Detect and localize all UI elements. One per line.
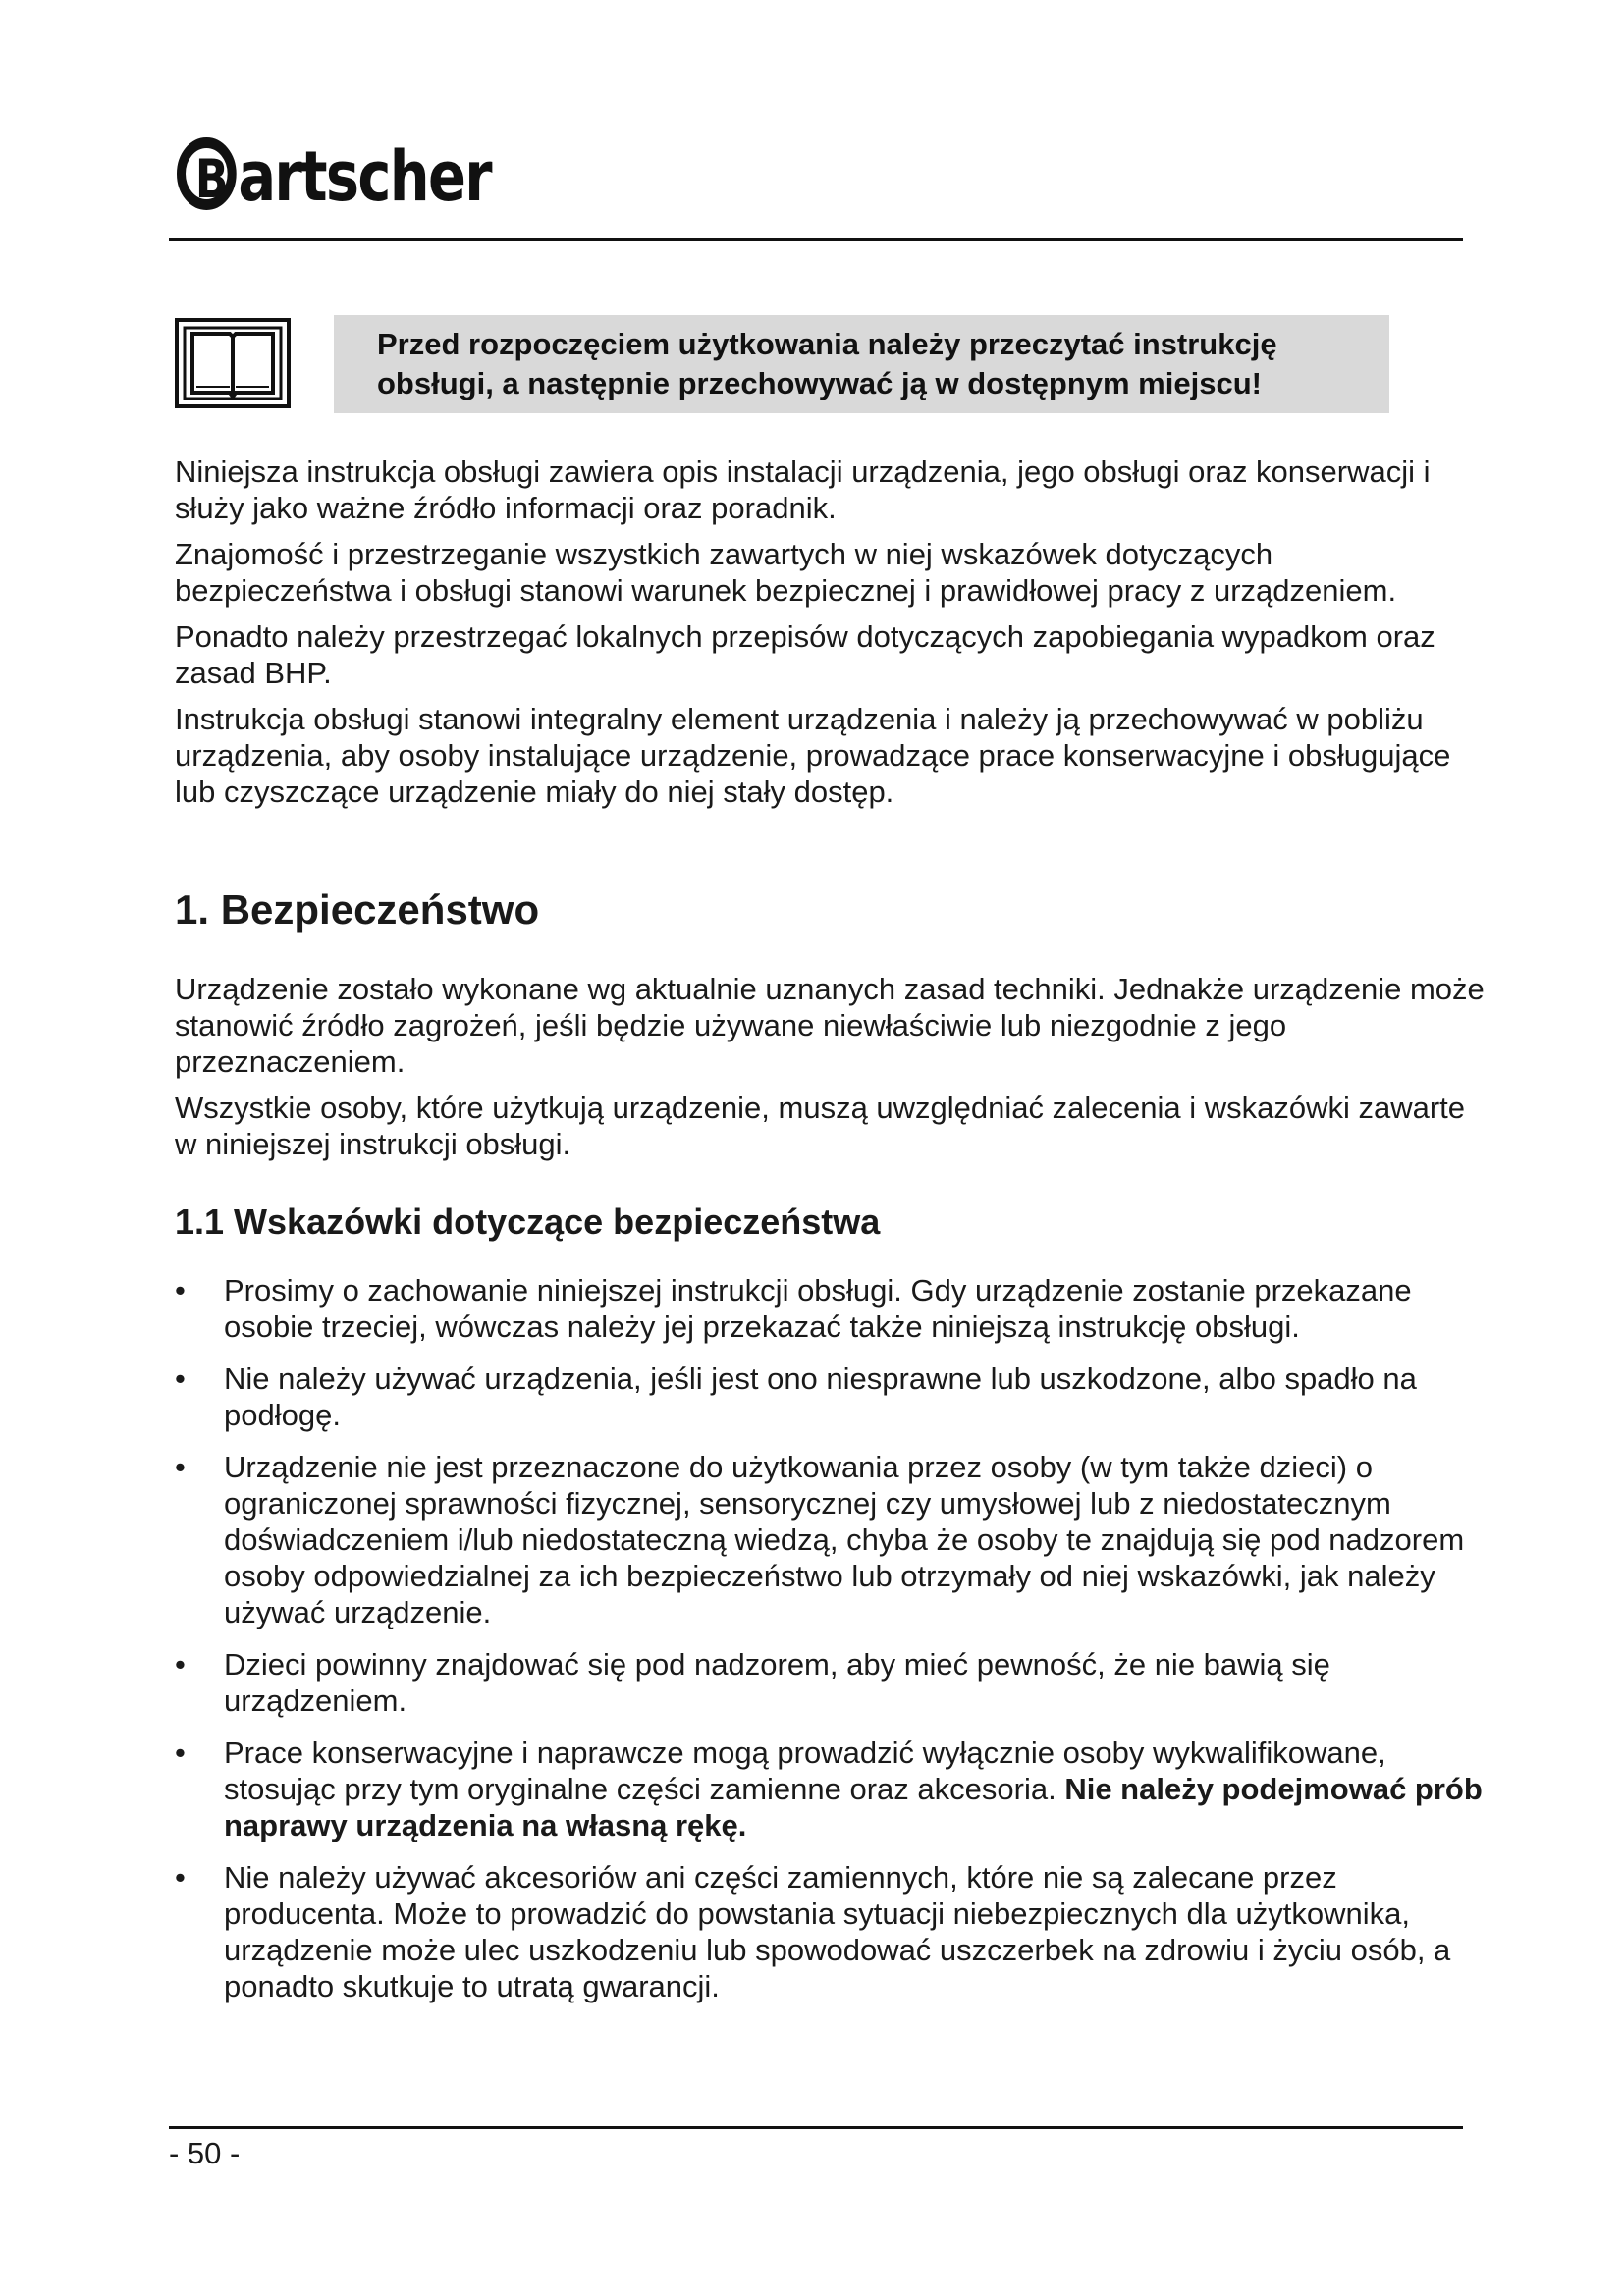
list-item	[175, 1859, 1490, 2004]
logo-b-emblem: B	[177, 137, 237, 210]
section-1-heading: 1. Bezpieczeństwo	[175, 886, 540, 933]
book-icon	[175, 318, 291, 408]
list-item	[175, 1272, 1490, 1345]
list-item	[175, 1646, 1490, 1719]
list-item-text: Urządzenie nie jest przeznaczone do użytkowania przez osoby (w tym także dzieci) o ograniczonej sprawności fizycznej, sensorycznej czy umysłowej lub z niedostatecznym doświadczeniem i/lub niedostateczną wiedzą, chyba że osoby te znajdują się pod nadzorem osoby odpowiedzialnej za ich bezpieczeństwo lub otrzymały od niej wskazówki, jak należy używać urządzenie.	[224, 1450, 1465, 1629]
list-item	[175, 1449, 1490, 1630]
page-number: - 50 -	[169, 2136, 241, 2170]
list-item	[175, 1735, 1490, 1843]
bullet-icon: •	[175, 1647, 186, 1682]
list-item-text: Nie należy używać urządzenia, jeśli jest ono niesprawne lub uszkodzone, albo spadło na podłogę.	[224, 1362, 1417, 1432]
list-item-warning: Nie należy podejmować prób naprawy urządzenia na własną rękę.	[224, 1772, 1483, 1842]
bullet-icon: •	[175, 1273, 186, 1308]
intro-paragraph-3: Ponadto należy przestrzegać lokalnych przepisów dotyczących zapobiegania wypadkom oraz zasad BHP.	[175, 619, 1435, 690]
section-1-paragraph-2: Wszystkie osoby, które użytkują urządzenie, muszą uwzględniać zalecenia i wskazówki zawarte w niniejszej instrukcji obsługi.	[175, 1091, 1466, 1161]
intro-paragraph-1: Niniejsza instrukcja obsługi zawiera opis instalacji urządzenia, jego obsługi oraz konserwacji i służy jako ważne źródło informacji oraz poradnik.	[175, 454, 1431, 525]
section-1-1-heading: 1.1 Wskazówki dotyczące bezpieczeństwa	[175, 1201, 881, 1242]
list-item	[175, 1361, 1490, 1433]
intro-paragraph-2: Znajomość i przestrzeganie wszystkich zawartych w niej wskazówek dotyczących bezpieczeństwa i obsługi stanowi warunek bezpiecznej i prawidłowej pracy z urządzeniem.	[175, 537, 1397, 608]
bullet-icon: •	[175, 1860, 186, 1895]
bullet-icon: •	[175, 1450, 186, 1484]
footer-rule	[169, 2126, 1463, 2129]
section-1-paragraph-1: Urządzenie zostało wykonane wg aktualnie uznanych zasad techniki. Jednakże urządzenie może stanowić źródło zagrożeń, jeśli będzie używane niewłaściwie lub niezgodnie z jego przeznaczeniem.	[175, 972, 1485, 1079]
safety-bullet-list	[175, 1272, 1490, 2004]
list-item-text: Prosimy o zachowanie niniejszej instrukcji obsługi. Gdy urządzenie zostanie przekazane osobie trzeciej, wówczas należy jej przekazać także niniejszą instrukcję obsługi.	[224, 1273, 1412, 1344]
intro-paragraph-4: Instrukcja obsługi stanowi integralny element urządzenia i należy ją przechowywać w pobliżu urządzenia, aby osoby instalujące urządzenie, prowadzące prace konserwacyjne i obsługujące lub czyszczące urządzenie miały do niej stały dostęp.	[175, 702, 1451, 809]
bullet-icon: •	[175, 1735, 186, 1770]
document-body	[175, 454, 1490, 2020]
header-rule	[169, 238, 1463, 241]
list-item-text: Nie należy używać akcesoriów ani części zamiennych, które nie są zalecane przez producenta. Może to prowadzić do powstania sytuacji niebezpiecznych dla użytkownika, urządzenie może ulec uszkodzeniu lub spowodować uszczerbek na zdrowiu i życiu osób, a ponadto skutkuje to utratą gwarancji.	[224, 1860, 1451, 2003]
list-item-text: Prace konserwacyjne i naprawcze mogą prowadzić wyłącznie osoby wykwalifikowane, stosując przy tym oryginalne części zamienne oraz akcesoria.	[224, 1735, 1386, 1806]
bullet-icon: •	[175, 1362, 186, 1396]
notice-box: Przed rozpoczęciem użytkowania należy przeczytać instrukcję obsługi, a następnie przechowywać ją w dostępnym miejscu!	[334, 315, 1389, 413]
list-item-text: Dzieci powinny znajdować się pod nadzorem, aby mieć pewność, że nie bawią się urządzeniem.	[224, 1647, 1330, 1718]
bartscher-logo: B artscher	[177, 137, 491, 211]
